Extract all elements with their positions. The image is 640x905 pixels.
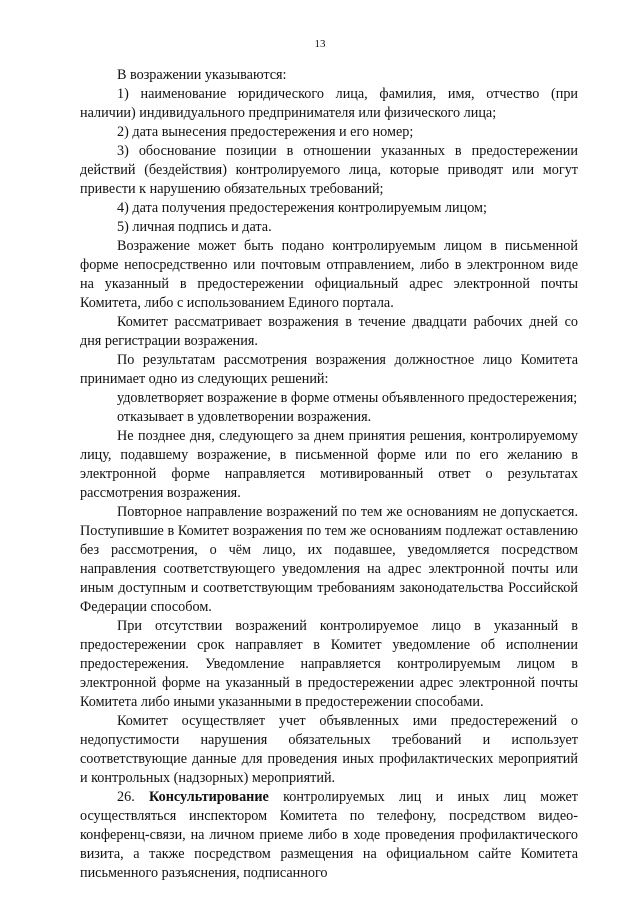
paragraph-26 [80,788,578,883]
section-number: 26. [117,789,135,805]
paragraph: Возражение может быть подано контролируемым лицом в письменной форме непосредственно или почтовым отправлением, либо в электронном виде на указанный в предостережении официальный адрес электронной почты Комитета, либо с использованием Единого портала. [80,238,578,311]
paragraph: 4) дата получения предостережения контролируемым лицом; [117,200,487,216]
paragraph-text: контролируемых лиц и иных лиц может осуществляться инспектором Комитета по телефону, посредством видео-конференц-связи, на личном приеме либо в ходе проведения профилактического визита, а также посредством размещения на официальном сайте Комитета письменного разъяснения, подписанного [80,789,578,881]
paragraph: При отсутствии возражений контролируемое лицо в указанный в предостережении срок направляет в Комитет уведомление об исполнении предостережения. Уведомление направляется контролируемым лицом в электронной форме на указанный в предостережении адрес электронной почты Комитета либо иными указанными в предостережении способами. [80,618,578,710]
paragraph: В возражении указываются: [117,67,287,83]
paragraph: отказывает в удовлетворении возражения. [117,409,372,425]
paragraph: Комитет рассматривает возражения в течение двадцати рабочих дней со дня регистрации возражения. [80,314,578,349]
bold-term: Консультирование [149,789,269,805]
paragraph: 2) дата вынесения предостережения и его номер; [117,124,414,140]
paragraph: удовлетворяет возражение в форме отмены объявленного предостережения; [117,390,578,406]
paragraph: По результатам рассмотрения возражения должностное лицо Комитета принимает одно из следующих решений: [80,352,578,387]
paragraph: 1) наименование юридического лица, фамилия, имя, отчество (при наличии) индивидуального предпринимателя или физического лица; [80,86,578,121]
paragraph: Не позднее дня, следующего за днем принятия решения, контролируемому лицу, подавшему возражение, в письменной форме или по его желанию в электронной форме направляется мотивированный ответ о результатах рассмотрения возражения. [80,428,578,501]
paragraph: 3) обоснование позиции в отношении указанных в предостережении действий (бездействия) контролируемого лица, которые приводят или могут привести к нарушению обязательных требований; [80,143,578,197]
paragraph: 5) личная подпись и дата. [117,219,272,235]
page-number: 13 [314,38,326,50]
paragraph: Комитет осуществляет учет объявленных ими предостережений о недопустимости нарушения обязательных требований и использует соответствующие данные для проведения иных профилактических мероприятий и контрольных (надзорных) мероприятий. [80,713,578,786]
paragraph: Повторное направление возражений по тем же основаниям не допускается. Поступившие в Комитет возражения по тем же основаниям подлежат оставлению без рассмотрения, о чём лицо, их подавшее, уведомляется посредством направления соответствующего уведомления на адрес электронной почты или иным доступным и соответствующим требованиям законодательства Российской Федерации способом. [80,504,578,615]
document-body [80,66,578,883]
